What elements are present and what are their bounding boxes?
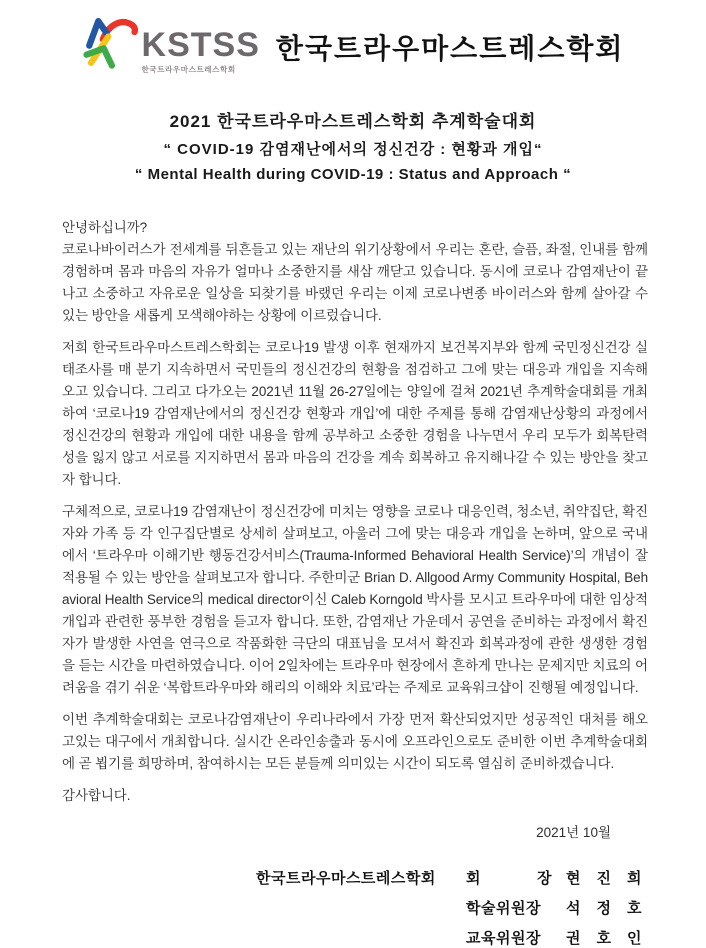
conference-theme-kr: “ COVID-19 감염재난에서의 정신건강 : 현황과 개입“ (163, 141, 543, 158)
signature-block (0, 867, 706, 948)
signature-name-academic-chair: 석 정 호 (566, 900, 642, 917)
organization-title: 한국트라우마스트레스학회 (275, 32, 625, 64)
closing-thanks: 감사합니다. (62, 788, 131, 803)
signature-name-education-chair: 권 호 인 (566, 930, 642, 947)
kstss-logo-mark-icon (82, 14, 140, 70)
signature-row-president (256, 867, 642, 888)
date-line: 2021년 10월 (536, 825, 611, 840)
signature-name-president: 현 진 희 (566, 870, 642, 887)
signature-role-education-chair: 교육위원장 (466, 930, 541, 947)
signature-row-academic-chair (256, 897, 642, 918)
signature-role-president: 회 장 (466, 870, 552, 887)
conference-theme-en: “ Mental Health during COVID-19 : Status and Approach “ (134, 166, 572, 183)
conference-title: 2021 한국트라우마스트레스학회 추계학술대회 (169, 112, 537, 131)
paragraph-4: 이번 추계학술대회는 코로나감염재난이 우리나라에서 가장 먼저 확산되었지만 성공적인 대처를 해오고있는 대구에서 개최합니다. 실시간 온라인송출과 동시에 오프라인으로도 준비한 이번 추계학술대회에 곧 뵙기를 희망하며, 참여하시는 모든 분들께 의미있는 시간이 되도록 열심히 준비하겠습니다. (62, 712, 648, 771)
paragraph-3: 구체적으로, 코로나19 감염재난이 정신건강에 미치는 영향을 코로나 대응인력, 청소년, 취약집단, 확진자와 가족 등 각 인구집단별로 상세히 살펴보고, 아울러 그에 맞는 대응과 개입을 논하며, 앞으로 국내에서 ‘트라우마 이해기반 행동건강서비스(Trauma-Informed Behavioral Health Service)’의 개념이 잘 적용될 수 있는 방안을 살펴보고자 합니다. 주한미군 Brian D. Allgood Army Community Hospital, Behavioral Health Service의 medical director이신 Caleb Korngold 박사를 모시고 트라우마에 대한 임상적 개입과 관련한 풍부한 경험을 듣고자 합니다. 또한, 감염재난 가운데서 공연을 준비하는 과정에서 확진자가 발생한 사연을 연극으로 작품화한 극단의 대표님을 모셔서 확진과 회복과정에 관한 생생한 경험을 듣는 시간을 마련하였습니다. 이어 2일차에는 트라우마 현장에서 흔하게 만나는 문제지만 치료의 어려움을 겪기 쉬운 ‘복합트라우마와 해리의 이해와 치료’라는 주제로 교육워크샵이 진행될 예정입니다. (62, 504, 648, 695)
signature-role-academic-chair: 학술위원장 (466, 900, 541, 917)
kstss-logo (82, 14, 260, 75)
logo-subtitle: 한국트라우마스트레스학회 (141, 65, 236, 74)
header (0, 0, 706, 75)
logo-kstss-text: KSTSS (141, 26, 260, 64)
signature-row-education-chair (256, 927, 642, 948)
signature-org: 한국트라우마스트레스학회 (256, 870, 436, 887)
logo-text-column (142, 28, 260, 75)
document-title-block (0, 109, 706, 187)
greeting: 안녕하십니까? (62, 220, 148, 235)
paragraph-2: 저희 한국트라우마스트레스학회는 코로나19 발생 이후 현재까지 보건복지부와 함께 국민정신건강 실태조사를 매 분기 지속하면서 국민들의 정신건강의 현황을 점검하고 그에 맞는 대응과 개입을 지속해오고 있습니다. 그리고 다가오는 2021년 11월 26-27일에는 양일에 걸쳐 2021년 추계학술대회를 개최하여 ‘코로나19 감염재난에서의 정신건강 현황과 개입’에 대한 주제를 통해 감염재난상황의 과정에서 정신건강의 현황과 개입에 대한 내용을 함께 공부하고 소중한 경험을 나누면서 우리 모두가 회복탄력성을 잃지 않고 서로를 지지하면서 몸과 마음의 건강을 계속 회복하고 유지해나갈 수 있는 방안을 찾고자 합니다. (62, 340, 648, 487)
paragraph-1: 코로나바이러스가 전세계를 뒤흔들고 있는 재난의 위기상황에서 우리는 혼란, 슬픔, 좌절, 인내를 함께 경험하며 몸과 마음의 자유가 얼마나 소중한지를 새삼 깨닫고 있습니다. 동시에 코로나 감염재난이 끝나고 소중하고 자유로운 일상을 되찾기를 바랬던 우리는 이제 코로나변종 바이러스와 함께 살아갈 수 있는 방안을 새롭게 모색해야하는 상황에 이르렀습니다. (62, 242, 648, 323)
letter-body (0, 217, 706, 807)
